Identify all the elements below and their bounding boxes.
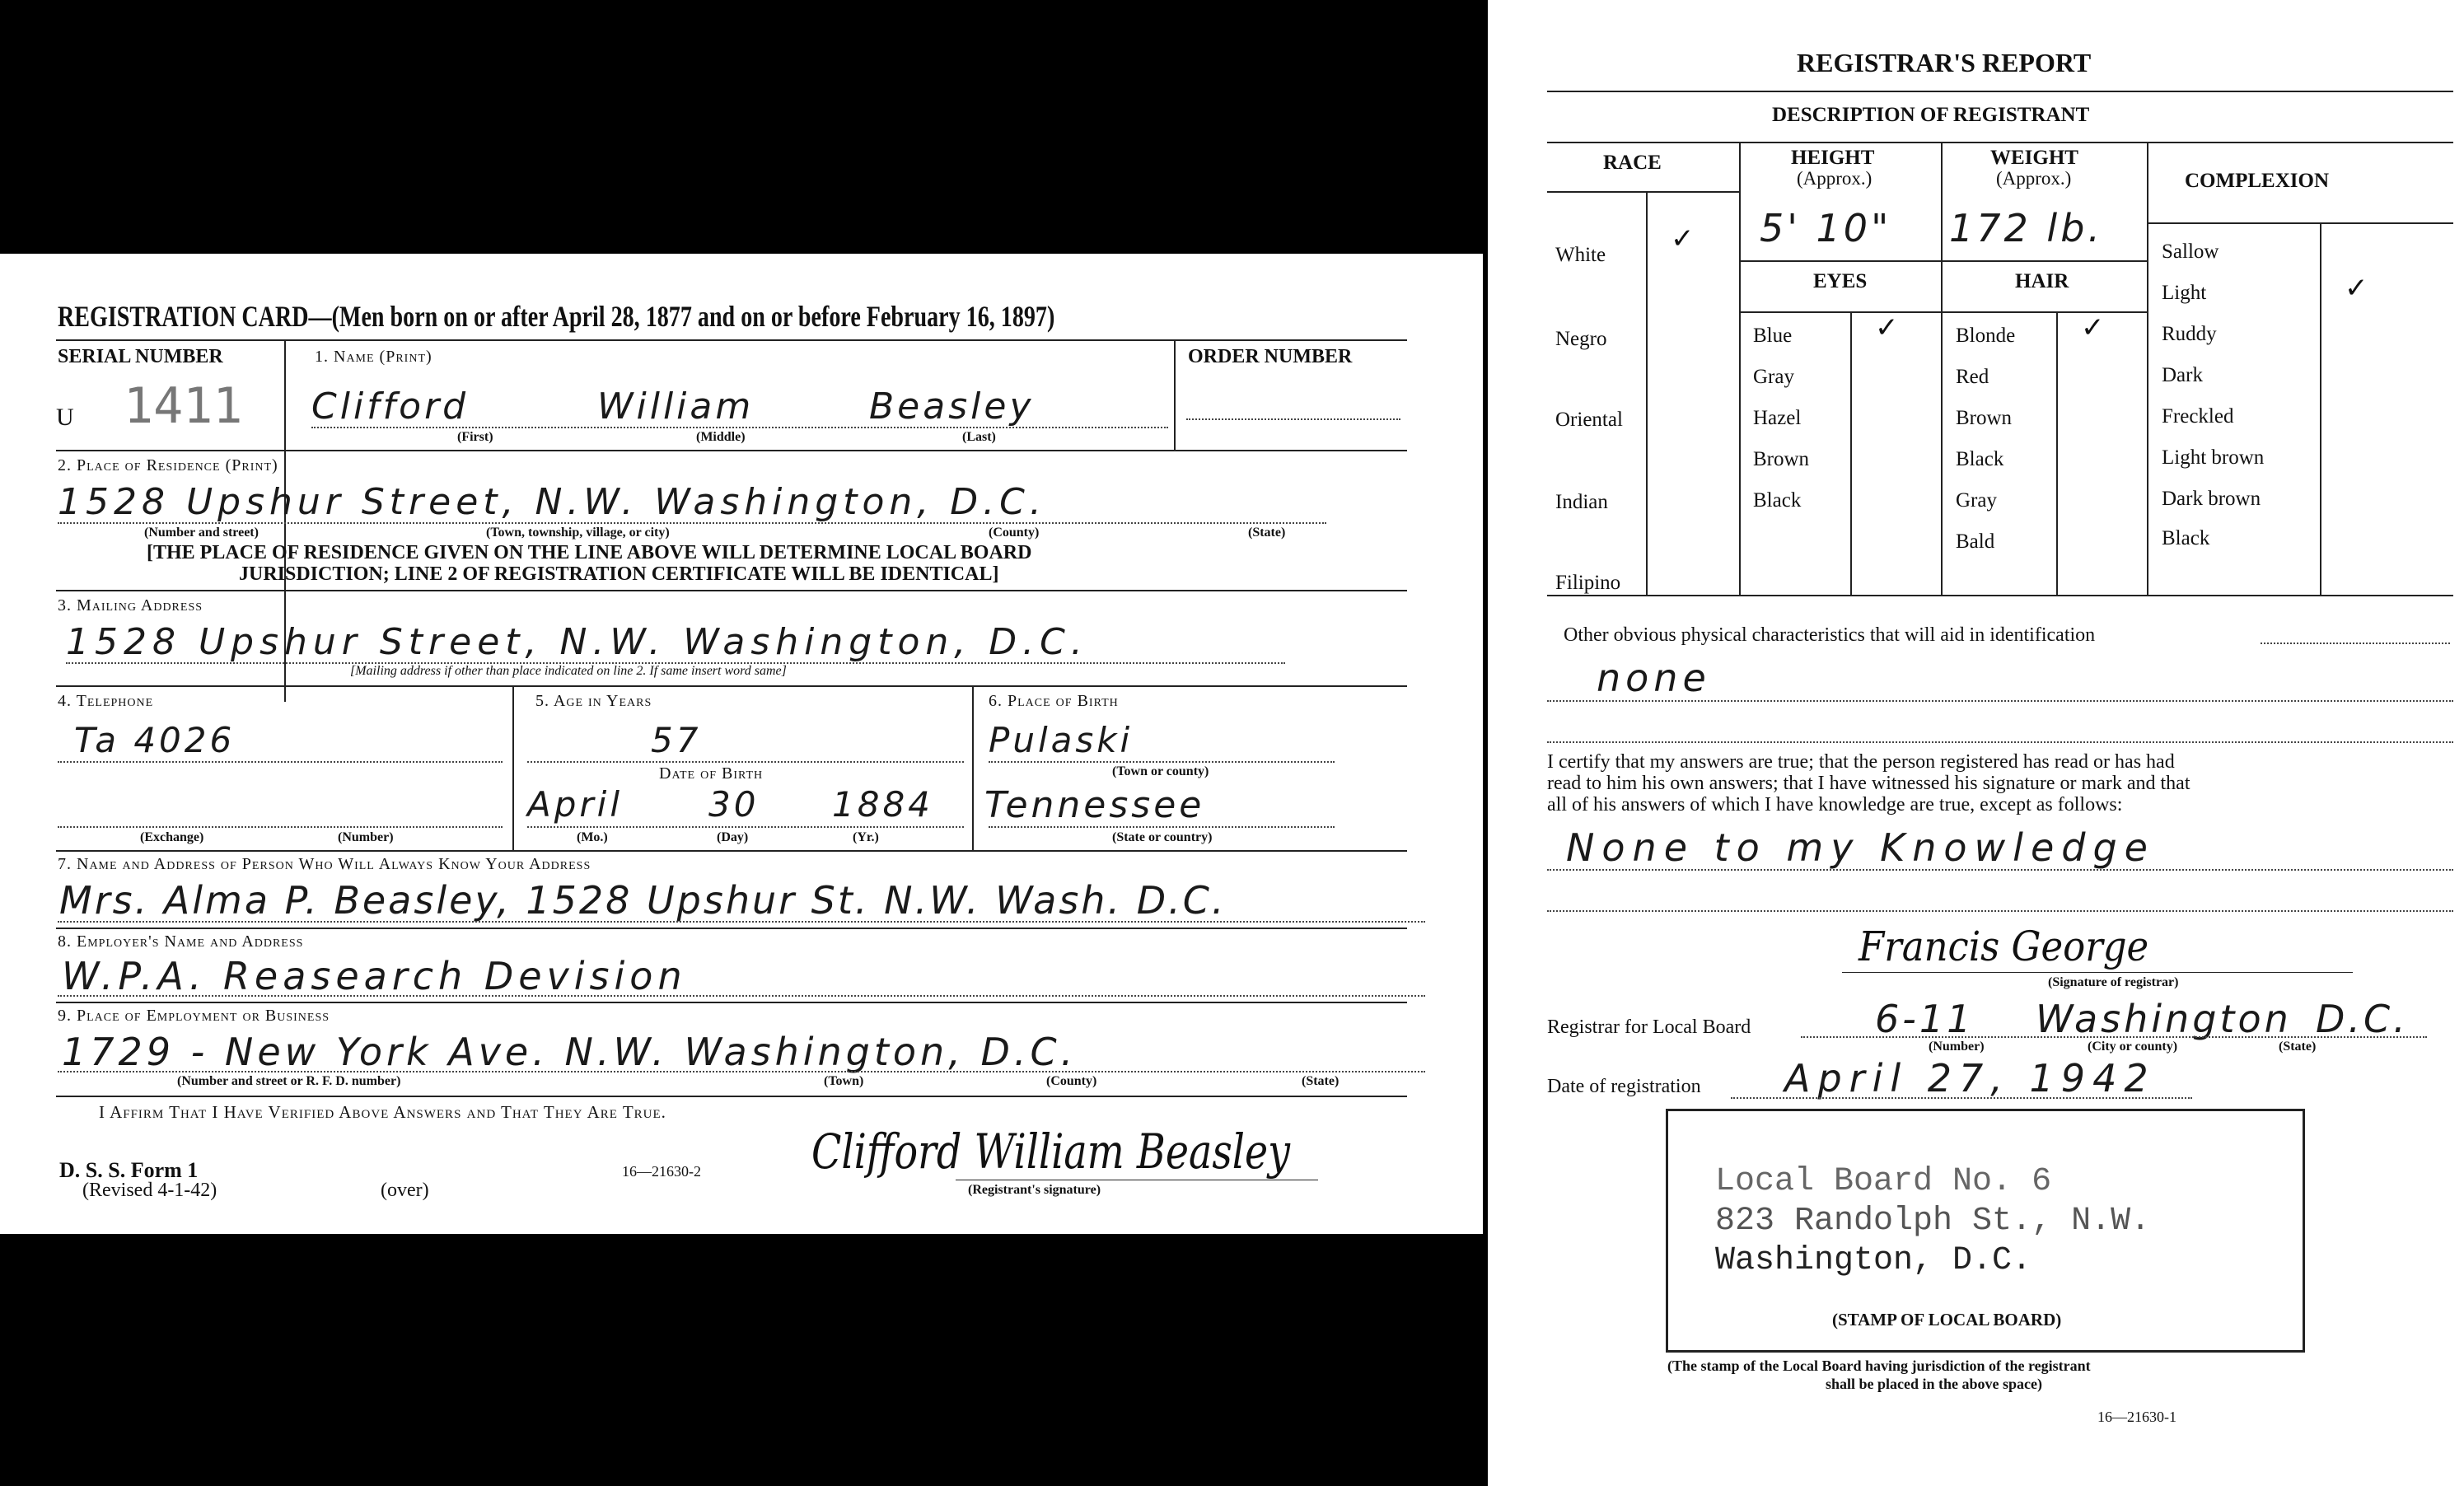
front-form-code: 16—21630-2: [622, 1163, 701, 1180]
serial-number-header: SERIAL NUMBER: [58, 346, 223, 367]
complexion-freckled: Freckled: [2162, 405, 2234, 428]
caption-number: (Number): [338, 830, 394, 844]
complexion-light-brown: Light brown: [2162, 446, 2265, 469]
order-number-header: ORDER NUMBER: [1188, 346, 1353, 367]
caption-year: (Yr.): [853, 830, 879, 844]
race-header: RACE: [1603, 152, 1662, 174]
mailing-value: 1528 Upshur Street, N.W. Washington, D.C.: [66, 621, 1088, 663]
complexion-black: Black: [2162, 527, 2210, 549]
caption-emp-county: (County): [1046, 1074, 1097, 1088]
contact-header: 7. Name and Address of Person Who Will Always Know Your Address: [58, 855, 591, 873]
local-board-number: 6-11: [1875, 997, 1975, 1041]
affirmation: I Affirm That I Have Verified Above Answers and That They Are True.: [99, 1102, 666, 1122]
race-indian: Indian: [1555, 491, 1608, 513]
caption-emp-street: (Number and street or R. F. D. number): [177, 1074, 401, 1088]
complexion-ruddy: Ruddy: [2162, 323, 2217, 345]
form-name: D. S. S. Form 1: [59, 1158, 199, 1182]
back-form-code: 16—21630-1: [2097, 1409, 2176, 1425]
weight-header: WEIGHT: [1990, 147, 2078, 169]
employer-header: 8. Employer's Name and Address: [58, 932, 304, 951]
dob-header: Date of Birth: [659, 764, 764, 783]
caption-last: (Last): [962, 430, 996, 444]
hair-gray: Gray: [1956, 489, 1997, 512]
complexion-light: Light: [2162, 282, 2207, 304]
residence-header: 2. Place of Residence (Print): [58, 456, 278, 474]
caption-month: (Mo.): [577, 830, 608, 844]
birthplace-state: Tennessee: [984, 784, 1205, 826]
eyes-blue: Blue: [1753, 325, 1793, 347]
name-middle: William: [597, 386, 755, 428]
caption-emp-town: (Town): [824, 1074, 864, 1088]
eyes-hazel: Hazel: [1753, 407, 1802, 429]
eyes-gray: Gray: [1753, 366, 1794, 388]
hair-brown: Brown: [1956, 407, 2013, 429]
weight-subheader: (Approx.): [1996, 168, 2072, 189]
employment-value: 1729 - New York Ave. N.W. Washington, D.C.: [62, 1030, 1078, 1074]
form-revised: (Revised 4-1-42): [82, 1180, 217, 1201]
height-value: 5' 10": [1760, 206, 1892, 250]
employment-header: 9. Place of Employment or Business: [58, 1007, 330, 1025]
card-title: REGISTRATION CARD—(Men born on or after April 28, 1877 and on or before February 16, 1897): [58, 300, 1055, 333]
complexion-dark: Dark: [2162, 364, 2203, 386]
residence-value: 1528 Upshur Street, N.W. Washington, D.C.: [58, 481, 1046, 523]
certification-line-3: all of his answers of which I have knowledge are true, except as follows:: [1547, 794, 2123, 815]
description-subtitle: DESCRIPTION OF REGISTRANT: [1772, 104, 2090, 126]
caption-board-state: (State): [2279, 1040, 2317, 1054]
birthplace-header: 6. Place of Birth: [989, 692, 1119, 710]
eyes-blue-check-icon: ✓: [1875, 311, 1899, 344]
name-header: 1. Name (Print): [315, 348, 432, 366]
caption-res-town: (Town, township, village, or city): [486, 526, 670, 540]
other-characteristics-label: Other obvious physical characteristics that will aid in identification: [1564, 624, 2096, 646]
certification-line-2: read to him his own answers; that I have witnessed his signature or mark and that: [1547, 773, 2190, 794]
age-header: 5. Age in Years: [535, 692, 652, 710]
complexion-dark-brown: Dark brown: [2162, 488, 2261, 510]
registration-card-front: [0, 254, 1483, 1234]
hair-blonde: Blonde: [1956, 325, 2016, 347]
contact-value: Mrs. Alma P. Beasley, 1528 Upshur St. N.W. Wash. D.C.: [59, 878, 1227, 923]
local-board-city: Washington: [2036, 997, 2292, 1041]
caption-first: (First): [457, 430, 493, 444]
height-subheader: (Approx.): [1797, 168, 1873, 189]
caption-state-country: (State or country): [1112, 830, 1213, 844]
caption-res-state: (State): [1248, 526, 1286, 540]
weight-value: 172 lb.: [1949, 206, 2104, 250]
race-filipino: Filipino: [1555, 572, 1621, 594]
birthplace-town: Pulaski: [989, 720, 1134, 760]
caption-exchange: (Exchange): [140, 830, 204, 844]
registration-date-label: Date of registration: [1547, 1076, 1701, 1097]
local-board-state: D.C.: [2316, 997, 2409, 1041]
hair-blonde-check-icon: ✓: [2081, 311, 2105, 344]
registrant-signature-caption: (Registrant's signature): [968, 1183, 1101, 1197]
caption-emp-state: (State): [1302, 1074, 1340, 1088]
serial-number-value: 1411: [124, 377, 243, 435]
dob-day: 30: [708, 784, 760, 825]
caption-res-county: (County): [989, 526, 1040, 540]
race-white: White: [1555, 244, 1606, 266]
age-value: 57: [651, 720, 702, 760]
telephone-value: Ta 4026: [74, 720, 236, 760]
race-negro: Negro: [1555, 328, 1607, 350]
height-header: HEIGHT: [1791, 147, 1875, 169]
race-oriental: Oriental: [1555, 409, 1623, 431]
exception-value: None to my Knowledge: [1566, 825, 2155, 870]
name-first: Clifford: [311, 386, 470, 428]
complexion-header: COMPLEXION: [2185, 170, 2329, 192]
race-white-check-icon: ✓: [1671, 222, 1695, 255]
over-note: (over): [381, 1180, 429, 1201]
stamp-note-line-2: shall be placed in the above space): [1826, 1376, 2043, 1392]
registrars-report-back: [1488, 0, 2464, 1486]
caption-day: (Day): [717, 830, 749, 844]
registrar-signature-caption: (Signature of registrar): [2048, 975, 2179, 989]
serial-prefix: U: [56, 404, 74, 431]
eyes-brown: Brown: [1753, 448, 1810, 470]
mailing-header: 3. Mailing Address: [58, 596, 203, 614]
complexion-light-check-icon: ✓: [2345, 272, 2368, 305]
registrant-signature: Clifford William Beasley: [811, 1124, 1290, 1180]
hair-black: Black: [1956, 448, 2004, 470]
telephone-header: 4. Telephone: [58, 692, 154, 710]
report-title: REGISTRAR'S REPORT: [1797, 48, 2092, 77]
registrar-signature: Francis George: [1859, 923, 2149, 970]
hair-bald: Bald: [1956, 530, 1995, 553]
employer-value: W.P.A. Reasearch Devision: [62, 954, 687, 998]
stamp-line-1: Local Board No. 6: [1715, 1163, 2052, 1200]
stamp-line-3: Washington, D.C.: [1715, 1242, 2032, 1279]
caption-middle: (Middle): [696, 430, 746, 444]
hair-red: Red: [1956, 366, 1989, 388]
dob-year: 1884: [832, 784, 933, 825]
local-board-label: Registrar for Local Board: [1547, 1016, 1751, 1038]
residence-note-line-2: JURISDICTION; LINE 2 OF REGISTRATION CERTIFICATE WILL BE IDENTICAL]: [239, 563, 999, 585]
hair-header: HAIR: [2015, 270, 2069, 292]
stamp-caption: (STAMP OF LOCAL BOARD): [1832, 1310, 2062, 1329]
name-last: Beasley: [869, 386, 1035, 428]
caption-town-county: (Town or county): [1112, 764, 1209, 778]
eyes-header: EYES: [1813, 270, 1868, 292]
caption-board-city: (City or county): [2088, 1040, 2178, 1054]
certification-line-1: I certify that my answers are true; that the person registered has read or has had: [1547, 751, 2175, 773]
stamp-line-2: 823 Randolph St., N.W.: [1715, 1203, 2151, 1240]
eyes-black: Black: [1753, 489, 1802, 512]
complexion-sallow: Sallow: [2162, 241, 2219, 263]
registration-date-value: April 27, 1942: [1784, 1056, 2156, 1100]
stamp-note-line-1: (The stamp of the Local Board having jurisdiction of the registrant: [1667, 1357, 2091, 1374]
caption-res-street: (Number and street): [144, 526, 259, 540]
caption-board-number: (Number): [1929, 1040, 1985, 1054]
mailing-caption: [Mailing address if other than place indicated on line 2. If same insert word same]: [350, 664, 787, 678]
residence-note-line-1: [THE PLACE OF RESIDENCE GIVEN ON THE LINE ABOVE WILL DETERMINE LOCAL BOARD: [147, 542, 1032, 563]
dob-month: April: [527, 784, 623, 825]
other-characteristics-value: none: [1597, 656, 1711, 700]
